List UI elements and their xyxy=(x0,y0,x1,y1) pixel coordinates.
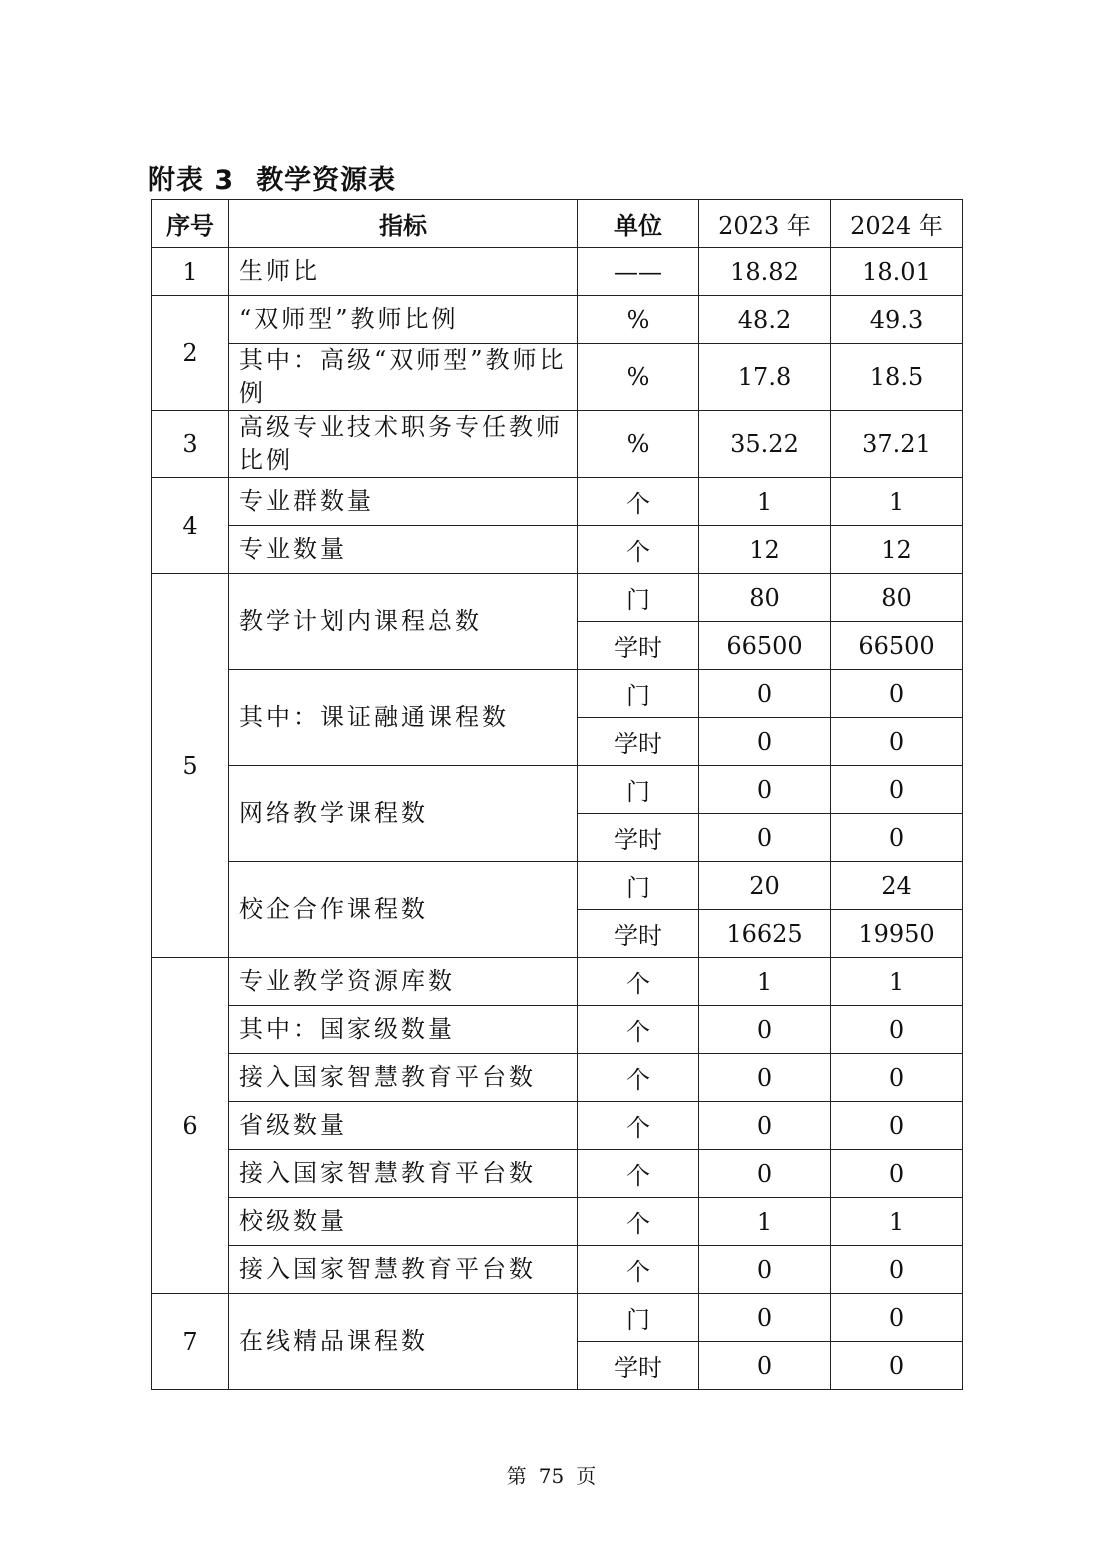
value-2023-cell: 0 xyxy=(699,1246,831,1294)
unit-cell: 个 xyxy=(578,1150,699,1198)
indicator-cell: 接入国家智慧教育平台数 xyxy=(229,1054,578,1102)
teaching-resources-table xyxy=(151,199,963,1390)
table-row xyxy=(152,1006,963,1054)
seq-cell: 2 xyxy=(152,296,229,411)
value-2024-cell: 0 xyxy=(831,1342,963,1390)
header-unit: 单位 xyxy=(578,200,699,248)
value-2023-cell: 1 xyxy=(699,1198,831,1246)
footer-prefix: 第 xyxy=(506,1464,527,1488)
unit-cell: 个 xyxy=(578,958,699,1006)
indicator-cell: 接入国家智慧教育平台数 xyxy=(229,1150,578,1198)
table-title xyxy=(148,158,396,197)
value-2023-cell: 80 xyxy=(699,574,831,622)
seq-cell: 3 xyxy=(152,411,229,478)
value-2023-cell: 12 xyxy=(699,526,831,574)
value-2023-cell: 48.2 xyxy=(699,296,831,344)
value-2024-cell: 49.3 xyxy=(831,296,963,344)
table-row xyxy=(152,958,963,1006)
unit-cell: 个 xyxy=(578,1102,699,1150)
unit-cell: 个 xyxy=(578,478,699,526)
unit-cell: % xyxy=(578,411,699,478)
unit-cell: 学时 xyxy=(578,718,699,766)
value-2023-cell: 0 xyxy=(699,1102,831,1150)
unit-cell: 门 xyxy=(578,862,699,910)
indicator-cell: 专业数量 xyxy=(229,526,578,574)
table-row xyxy=(152,1246,963,1294)
value-2024-cell: 0 xyxy=(831,1054,963,1102)
value-2024-cell: 0 xyxy=(831,1294,963,1342)
indicator-cell: 专业教学资源库数 xyxy=(229,958,578,1006)
unit-cell: 门 xyxy=(578,1294,699,1342)
header-row xyxy=(152,200,963,248)
value-2023-cell: 0 xyxy=(699,766,831,814)
value-2023-cell: 35.22 xyxy=(699,411,831,478)
table-row xyxy=(152,574,963,622)
table-row xyxy=(152,478,963,526)
value-2023-cell: 0 xyxy=(699,718,831,766)
value-2023-cell: 1 xyxy=(699,958,831,1006)
value-2023-cell: 17.8 xyxy=(699,344,831,411)
value-2024-cell: 12 xyxy=(831,526,963,574)
indicator-cell: 在线精品课程数 xyxy=(229,1294,578,1390)
value-2023-cell: 20 xyxy=(699,862,831,910)
value-2024-cell: 0 xyxy=(831,1102,963,1150)
value-2023-cell: 0 xyxy=(699,670,831,718)
header-seq: 序号 xyxy=(152,200,229,248)
seq-cell: 1 xyxy=(152,248,229,296)
seq-cell: 6 xyxy=(152,958,229,1294)
indicator-cell: “双师型”教师比例 xyxy=(229,296,578,344)
value-2023-cell: 0 xyxy=(699,1006,831,1054)
page-footer xyxy=(0,1460,1103,1489)
unit-cell: 门 xyxy=(578,574,699,622)
value-2024-cell: 0 xyxy=(831,718,963,766)
value-2024-cell: 1 xyxy=(831,958,963,1006)
value-2024-cell: 18.01 xyxy=(831,248,963,296)
value-2024-cell: 0 xyxy=(831,670,963,718)
value-2024-cell: 0 xyxy=(831,814,963,862)
table-row xyxy=(152,1054,963,1102)
header-2023: 2023 年 xyxy=(699,200,831,248)
value-2024-cell: 0 xyxy=(831,766,963,814)
table-row xyxy=(152,248,963,296)
value-2023-cell: 18.82 xyxy=(699,248,831,296)
table-row xyxy=(152,862,963,910)
table-row xyxy=(152,1150,963,1198)
indicator-cell: 高级专业技术职务专任教师比例 xyxy=(229,411,578,478)
seq-cell: 4 xyxy=(152,478,229,574)
indicator-cell: 生师比 xyxy=(229,248,578,296)
value-2024-cell: 24 xyxy=(831,862,963,910)
value-2024-cell: 1 xyxy=(831,1198,963,1246)
unit-cell: 学时 xyxy=(578,910,699,958)
table-row xyxy=(152,1102,963,1150)
unit-cell: —— xyxy=(578,248,699,296)
unit-cell: 学时 xyxy=(578,814,699,862)
indicator-cell: 其中：国家级数量 xyxy=(229,1006,578,1054)
value-2023-cell: 66500 xyxy=(699,622,831,670)
indicator-cell: 其中：高级“双师型”教师比例 xyxy=(229,344,578,411)
unit-cell: % xyxy=(578,344,699,411)
page-number: 75 xyxy=(538,1464,565,1488)
unit-cell: 个 xyxy=(578,1246,699,1294)
indicator-cell: 省级数量 xyxy=(229,1102,578,1150)
table-row xyxy=(152,1198,963,1246)
indicator-cell: 接入国家智慧教育平台数 xyxy=(229,1246,578,1294)
value-2024-cell: 19950 xyxy=(831,910,963,958)
unit-cell: 学时 xyxy=(578,622,699,670)
value-2024-cell: 37.21 xyxy=(831,411,963,478)
value-2024-cell: 80 xyxy=(831,574,963,622)
value-2024-cell: 66500 xyxy=(831,622,963,670)
table-row xyxy=(152,526,963,574)
value-2024-cell: 18.5 xyxy=(831,344,963,411)
footer-suffix: 页 xyxy=(576,1464,597,1488)
unit-cell: 个 xyxy=(578,526,699,574)
table-row xyxy=(152,296,963,344)
unit-cell: 个 xyxy=(578,1054,699,1102)
header-2024: 2024 年 xyxy=(831,200,963,248)
table-row xyxy=(152,411,963,478)
indicator-cell: 教学计划内课程总数 xyxy=(229,574,578,670)
table-row xyxy=(152,1294,963,1342)
header-indicator: 指标 xyxy=(229,200,578,248)
seq-cell: 7 xyxy=(152,1294,229,1390)
unit-cell: % xyxy=(578,296,699,344)
value-2024-cell: 0 xyxy=(831,1006,963,1054)
unit-cell: 门 xyxy=(578,670,699,718)
seq-cell: 5 xyxy=(152,574,229,958)
unit-cell: 个 xyxy=(578,1006,699,1054)
value-2023-cell: 0 xyxy=(699,814,831,862)
table-row xyxy=(152,670,963,718)
value-2023-cell: 0 xyxy=(699,1294,831,1342)
unit-cell: 门 xyxy=(578,766,699,814)
value-2024-cell: 1 xyxy=(831,478,963,526)
value-2023-cell: 1 xyxy=(699,478,831,526)
value-2023-cell: 0 xyxy=(699,1054,831,1102)
value-2024-cell: 0 xyxy=(831,1150,963,1198)
unit-cell: 学时 xyxy=(578,1342,699,1390)
indicator-cell: 专业群数量 xyxy=(229,478,578,526)
indicator-cell: 校级数量 xyxy=(229,1198,578,1246)
value-2023-cell: 0 xyxy=(699,1150,831,1198)
table-row xyxy=(152,766,963,814)
table-row xyxy=(152,344,963,411)
indicator-cell: 校企合作课程数 xyxy=(229,862,578,958)
value-2023-cell: 0 xyxy=(699,1342,831,1390)
value-2023-cell: 16625 xyxy=(699,910,831,958)
table-label: 附表 3 xyxy=(148,165,235,196)
indicator-cell: 其中：课证融通课程数 xyxy=(229,670,578,766)
indicator-cell: 网络教学课程数 xyxy=(229,766,578,862)
table-name: 教学资源表 xyxy=(256,165,397,196)
unit-cell: 个 xyxy=(578,1198,699,1246)
value-2024-cell: 0 xyxy=(831,1246,963,1294)
